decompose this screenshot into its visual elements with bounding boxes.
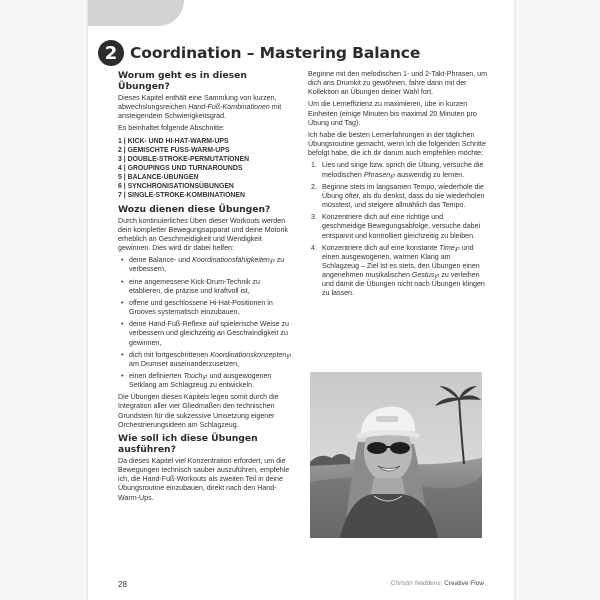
step-number: 2.	[311, 182, 317, 191]
list-item	[118, 372, 293, 390]
glossary-term[interactable]: Koordinationskonzepten	[210, 350, 287, 359]
glossary-link-icon[interactable]: ℘	[390, 170, 396, 179]
step-text: Lies und singe bzw. sprich die Übung, versuche die melodischen	[322, 161, 484, 179]
benefits-list	[118, 256, 293, 390]
step-text: auswendig zu lernen.	[395, 170, 465, 179]
sections-list	[118, 137, 293, 200]
sections-intro: Es beinhaltet folgende Abschnitte:	[118, 124, 225, 133]
heading-why: Wozu dienen diese Übungen?	[118, 203, 271, 215]
footer-book-title: Creative Flow	[444, 580, 484, 587]
bullet-text: deine Hand-Fuß-Reflexe auf spielerische Weise zu verbessern und gleichzeitig an Geschwindigkeit zu gewinnen,	[129, 320, 289, 347]
page-number: 28	[118, 580, 127, 589]
chapter-number-badge: 2	[98, 40, 124, 66]
book-page	[88, 0, 514, 600]
bullet-text: und ausgewogenen Setklang am Schlagzeug zu entwickeln.	[129, 371, 272, 390]
step-text: und einen ausgewogenen, warmen Klang am Schlagzeug – Ziel ist es stets, den Übungen einen angenehmen musikalischen	[322, 243, 480, 280]
how-paragraph: Da dieses Kapitel viel Konzentration erfordert, um die Bewegungen technisch sauber auszuführen, empfehle ich, die Hand-Fuß-Workouts als zweiten Teil in deine Übungsroutine einzubauen, direkt nach den Hand-Warm-Ups.	[118, 456, 290, 502]
bullet-text: am Drumset auseinanderzusetzen,	[129, 359, 240, 368]
glossary-term[interactable]: Koordinationsfähigkeiten	[192, 256, 270, 265]
heading-how: Wie soll ich diese Übungen ausführen?	[118, 432, 258, 455]
list-item	[118, 320, 293, 347]
step-text: zu verleihen und damit die Übungen nicht nach Übungen klingen zu lassen.	[322, 271, 485, 298]
drummer-photo	[310, 372, 482, 538]
list-item	[308, 183, 488, 210]
section-item: 4 | GROUPINGS UND TURNAROUNDS	[118, 164, 243, 172]
step-number: 4.	[311, 243, 317, 252]
intro-text-a: Dieses Kapitel enthält eine Sammlung von kurzen, abwechslungsreichen	[118, 94, 277, 112]
section-item: 2 | GEMISCHTE FUSS-WARM-UPS	[118, 146, 230, 154]
bullet-icon: •	[121, 371, 124, 380]
list-item	[118, 299, 293, 317]
glossary-link-icon[interactable]: ℘	[434, 271, 440, 280]
step-text: Beginne stets im langsamen Tempo, wiederhole die Übung öfter, als du denkst, dass du sie wiederholen müsstest, und steigere allmählich das Tempo.	[322, 182, 485, 210]
beach-portrait-image	[310, 372, 482, 538]
section-item: 1 | KICK- UND HI-HAT-WARM-UPS	[118, 137, 229, 145]
section-item: 5 | BALANCE-ÜBUNGEN	[118, 173, 199, 181]
glossary-link-icon[interactable]: ℘	[454, 243, 460, 252]
list-item	[308, 213, 488, 240]
left-column	[118, 70, 293, 506]
glossary-link-icon[interactable]: ℘	[286, 350, 292, 359]
bullet-icon: •	[121, 350, 124, 359]
chapter-title: Coordination – Mastering Balance	[130, 44, 421, 62]
bullet-text: dich mit fortgeschrittenen	[129, 350, 211, 359]
section-item: 3 | DOUBLE-STROKE-PERMUTATIONEN	[118, 155, 250, 163]
bullet-icon: •	[121, 298, 124, 307]
step-text: Konzentriere dich auf eine richtige und geschmeidige Bewegungsabfolge, versuche dabei entspannt und kontrolliert gleichzeitig zu bleiben.	[322, 213, 481, 240]
list-item	[118, 278, 293, 296]
bullet-text: deine Balance- und	[129, 256, 193, 265]
bullet-text: zu verbessern,	[129, 256, 285, 274]
bullet-icon: •	[121, 320, 124, 329]
section-item: 7 | SINGLE-STROKE-KOMBINATIONEN	[118, 191, 245, 199]
glossary-link-icon[interactable]: ℘	[202, 371, 208, 380]
integration-paragraph: Die Übungen dieses Kapitels legen somit durch die Integration aller vier Gliedmaßen den technischen Grundstein für die sukzessive Umsetzung eigener Orchestrierungsideen am Schlagzeug.	[118, 393, 279, 429]
begin-paragraph: Beginne mit den melodischen 1- und 2-Takt-Phrasen, um dich ans Drumkit zu gewöhnen, fahre dann mit der Kollektion an Übungen deiner Wahl fort.	[308, 70, 488, 97]
intro-paragraph	[118, 94, 293, 121]
list-item	[308, 161, 488, 179]
bullet-icon: •	[121, 256, 124, 265]
glossary-term[interactable]: Gestus	[411, 271, 435, 280]
right-column	[308, 70, 488, 302]
efficiency-paragraph: Um die Lerneffizienz zu maximieren, übe in kurzen Einheiten (einige Minuten bis maximal 20 Minuten pro Übung und Tag).	[308, 100, 477, 127]
heading-what: Worum geht es in diesen Übungen?	[118, 70, 247, 92]
bullet-text: offene und geschlossene Hi-Hat-Positionen in Grooves systematisch einzubauen,	[129, 298, 273, 317]
bullet-text: eine angemessene Kick-Drum-Technik zu etablieren, die präzise und kraftvoll ist,	[129, 277, 260, 295]
bullet-text: einen definierten	[129, 371, 184, 380]
intro-text-emphasis: Hand-Fuß-Kombinationen	[188, 103, 270, 112]
list-item	[308, 244, 488, 299]
section-item: 6 | SYNCHRONISATIONSÜBUNGEN	[118, 182, 234, 190]
glossary-term[interactable]: Time	[439, 243, 455, 252]
bullet-icon: •	[121, 277, 124, 286]
steps-intro-paragraph: Ich habe die besten Lernerfahrungen in der täglichen Übungsroutine gemacht, wenn ich die folgenden Schritte befolgt habe, die ich dir darum auch empfehlen möchte:	[308, 130, 486, 158]
chapter-heading	[98, 39, 420, 67]
intro-text-c: mit ansteigendem Schwierigkeitsgrad.	[118, 103, 282, 121]
running-footer	[391, 580, 484, 587]
glossary-term[interactable]: Phrasen	[363, 170, 391, 179]
step-number: 1.	[311, 161, 317, 170]
glossary-term[interactable]: Touch	[183, 371, 203, 380]
step-number: 3.	[311, 213, 317, 222]
list-item	[118, 351, 293, 369]
steps-list	[308, 161, 488, 298]
footer-author: Christin Neddens:	[390, 580, 443, 587]
page-corner-tab	[88, 0, 184, 26]
glossary-link-icon[interactable]: ℘	[269, 256, 275, 265]
why-paragraph: Durch kontinuierliches Üben dieser Workouts werden dein kompletter Bewegungsapparat und deine Motorik erheblich an Geschmeidigkeit und Wendigkeit gewinnen. Dies wird dir dabei helfen:	[118, 216, 288, 253]
list-item	[118, 256, 293, 274]
step-text: Konzentriere dich auf eine konstante	[322, 243, 440, 252]
